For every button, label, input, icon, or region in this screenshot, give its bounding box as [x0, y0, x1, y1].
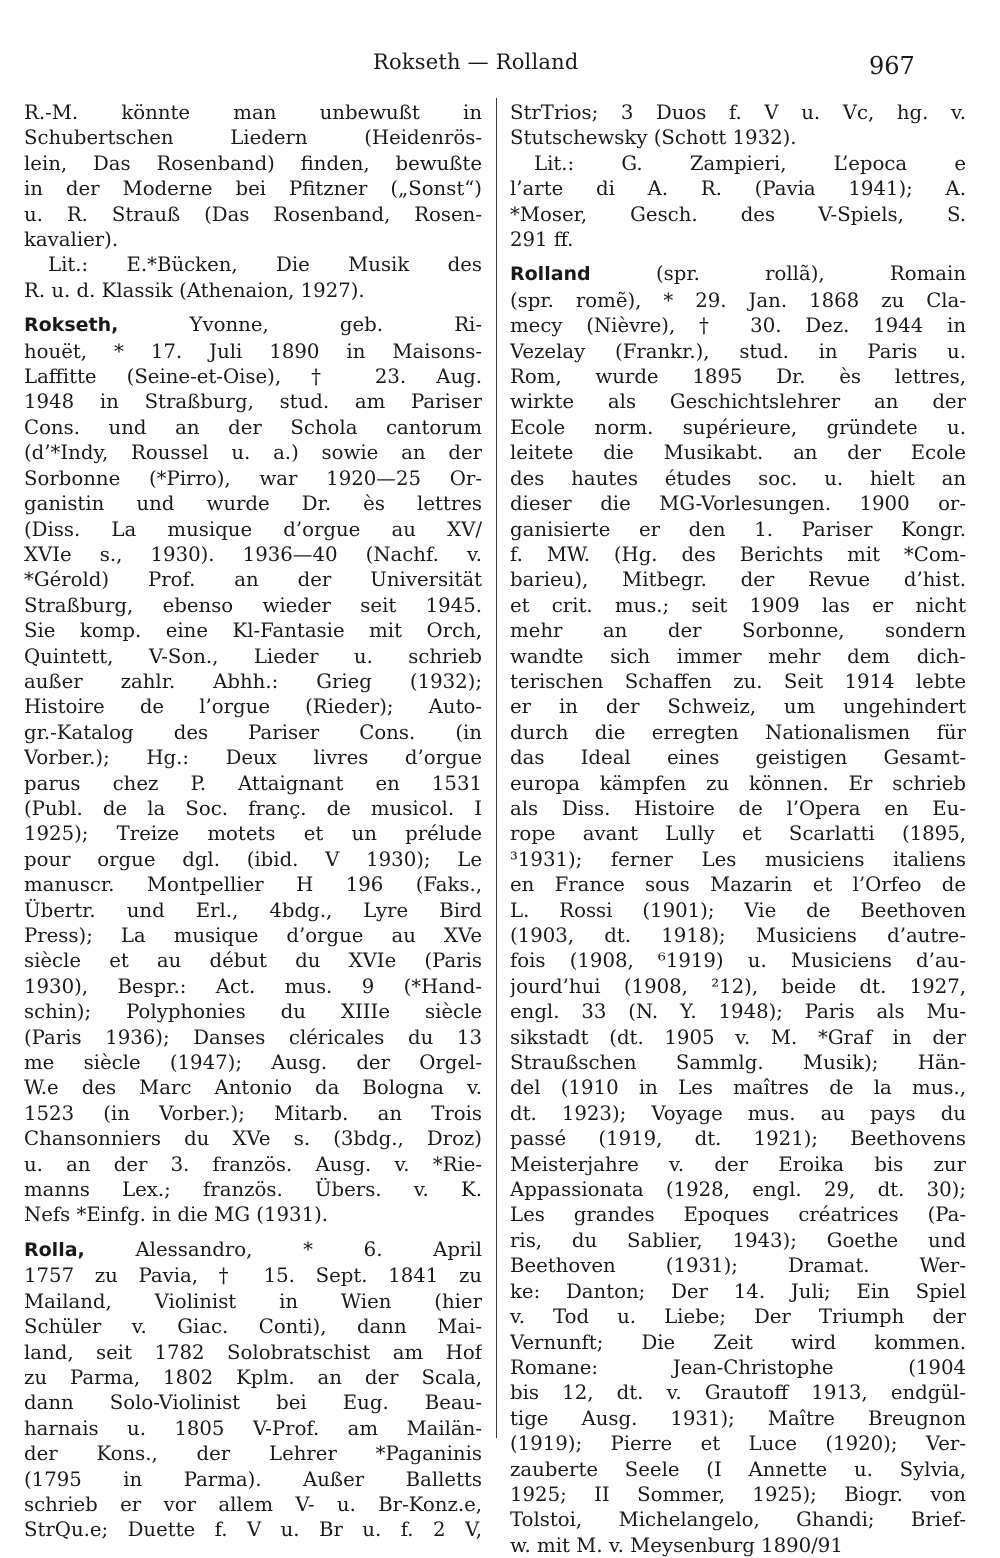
- entry-line: fois (1908, ⁶1919) u. Musiciens d’au-: [510, 949, 966, 973]
- entry-line: houët, * 17. Juli 1890 in Maisons-: [24, 339, 482, 363]
- entry-line: barieu), Mitbegr. der Revue d’hist.: [510, 568, 966, 592]
- entry-line: Rolland (spr. rollã), Romain: [510, 262, 966, 286]
- entry-line: mecy (Nièvre), † 30. Dez. 1944 in: [510, 314, 966, 338]
- entry-line: dt. 1923); Voyage mus. au pays du: [510, 1101, 966, 1125]
- entry-line: ³1931); ferner Les musiciens italiens: [510, 847, 966, 871]
- entry-line: L. Rossi (1901); Vie de Beethoven: [510, 898, 966, 922]
- text-line: u. R. Strauß (Das Rosenband, Rosen-: [24, 202, 482, 226]
- entry-line: engl. 33 (N. Y. 1948); Paris als Mu-: [510, 1000, 966, 1024]
- entry-line: W.e des Marc Antonio da Bologna v.: [24, 1076, 482, 1100]
- text-line: lein, Das Rosenband) finden, bewußte: [24, 151, 482, 175]
- text-line: kavalier).: [24, 228, 119, 252]
- entry-line: (Publ. de la Soc. franç. de musicol. I: [24, 796, 482, 820]
- entry-line: als Diss. Histoire de l’Opera en Eu-: [510, 796, 966, 820]
- entry-line: siècle et au début du XVIe (Paris: [24, 949, 482, 973]
- entry-line: 1925); Treize motets et un prélude: [24, 822, 482, 846]
- lit-line: Lit.: E.*Bücken, Die Musik des: [48, 253, 482, 277]
- right-column: [510, 100, 966, 1558]
- entry-line: Les grandes Epoques créatrices (Pa-: [510, 1203, 966, 1227]
- running-title: Rokseth — Rolland: [373, 50, 579, 74]
- entry-line: v. Tod u. Liebe; Der Triumph der: [510, 1305, 966, 1329]
- entry-line: f. MW. (Hg. des Berichts mit *Com-: [510, 542, 966, 566]
- entry-line: manuscr. Montpellier H 196 (Faks.,: [24, 873, 482, 897]
- entry-line: Cons. und an der Schola cantorum: [24, 415, 482, 439]
- entry-line: Romane: Jean-Christophe (1904: [510, 1355, 966, 1379]
- entry-line: (1795 in Parma). Außer Balletts: [24, 1467, 482, 1491]
- entry-rolla-continued: [510, 100, 966, 252]
- entry-line: durch die erregten Nationalismen für: [510, 720, 966, 744]
- entry-line: 1757 zu Pavia, † 15. Sept. 1841 zu: [24, 1264, 482, 1288]
- entry-line: rope avant Lully et Scarlatti (1895,: [510, 822, 966, 846]
- entry-line: land, seit 1782 Solobratschist am Hof: [24, 1340, 482, 1364]
- entry-continuation: [24, 100, 482, 303]
- entry-line: ke: Danton; Der 14. Juli; Ein Spiel: [510, 1279, 966, 1303]
- entry-line: des hautes études soc. u. hielt an: [510, 466, 966, 490]
- entry-line: (Paris 1936); Danses cléricales du 13: [24, 1025, 482, 1049]
- entry-line: dieser die MG-Vorlesungen. 1900 or-: [510, 492, 966, 516]
- entry-line: (spr. romẽ), * 29. Jan. 1868 zu Cla-: [510, 288, 966, 312]
- entry-line: Quintett, V-Son., Lieder u. schrieb: [24, 644, 482, 668]
- entry-line: Press); La musique d’orgue au XVe: [24, 924, 482, 947]
- entry-line: jourd’hui (1908, ²12), beide dt. 1927,: [510, 974, 966, 998]
- entry-line: wandte sich immer mehr dem dich-: [510, 644, 966, 668]
- entry-line: Sie komp. eine Kl-Fantasie mit Orch,: [24, 619, 482, 643]
- column-divider: [496, 98, 497, 1438]
- entry-line: *Gérold) Prof. an der Universität: [24, 568, 482, 592]
- entry-line: Meisterjahre v. der Eroika bis zur: [510, 1152, 966, 1176]
- entry-line: europa kämpfen zu können. Er schrieb: [510, 771, 966, 795]
- entry-line: bis 12, dt. v. Grautoff 1913, endgül-: [510, 1381, 966, 1405]
- entry-line: et crit. mus.; seit 1909 las er nicht: [510, 593, 966, 617]
- entry-line: (1919); Pierre et Luce (1920); Ver-: [510, 1432, 966, 1456]
- entry-line: er in der Schweiz, um ungehindert: [510, 695, 966, 719]
- entry-line: parus chez P. Attaignant en 1531: [24, 771, 482, 795]
- entry-line: harnais u. 1805 V-Prof. am Mailän-: [24, 1416, 482, 1440]
- entry-line: tige Ausg. 1931); Maître Breugnon: [510, 1406, 966, 1430]
- entry-line: XVIe s., 1930). 1936—40 (Nachf. v.: [24, 542, 482, 566]
- entry-line: gr.-Katalog des Pariser Cons. (in: [24, 720, 482, 744]
- entry-line: (Diss. La musique d’orgue au XV/: [24, 517, 482, 541]
- entry-line: Übertr. und Erl., 4bdg., Lyre Bird: [24, 898, 482, 922]
- entry-line: ris, du Sablier, 1943); Goethe und: [510, 1228, 966, 1252]
- entry-line: 1523 (in Vorber.); Mitarb. an Trois: [24, 1101, 482, 1125]
- entry-line: 1925; II Sommer, 1925); Biogr. von: [510, 1482, 966, 1506]
- entry-line: außer zahlr. Abhh.: Grieg (1932);: [24, 669, 482, 693]
- entry-line: zu Parma, 1802 Kplm. an der Scala,: [24, 1365, 482, 1389]
- entry-rolla: [24, 1237, 482, 1543]
- entry-rolland: [510, 261, 966, 1558]
- entry-line: Nefs *Einfg. in die MG (1931).: [24, 1203, 329, 1227]
- entry-line: sikstadt (dt. 1905 v. M. *Graf in der: [510, 1025, 966, 1049]
- left-column: [24, 100, 482, 1543]
- entry-line: u. an der 3. französ. Ausg. v. *Rie-: [24, 1152, 482, 1176]
- entry-line: Schüler v. Giac. Conti), dann Mai-: [24, 1315, 482, 1339]
- lit-line: R. u. d. Klassik (Athenaion, 1927).: [24, 278, 365, 302]
- headword: Rokseth,: [24, 314, 119, 337]
- entry-line: Mailand, Violinist in Wien (hier: [24, 1289, 482, 1313]
- entry-line: dann Solo-Violinist bei Eug. Beau-: [24, 1391, 482, 1415]
- entry-line: (1903, dt. 1918); Musiciens d’autre-: [510, 924, 966, 947]
- entry-line: passé (1919, dt. 1921); Beethovens: [510, 1127, 966, 1151]
- headword: Rolla,: [24, 1238, 85, 1261]
- lit-line: 291 ff.: [510, 228, 574, 252]
- entry-line: del (1910 in Les maîtres de la mus.,: [510, 1076, 966, 1100]
- entry-line: zauberte Seele (I Annette u. Sylvia,: [510, 1457, 966, 1481]
- entry-line: pour orgue dgl. (ibid. V 1930); Le: [24, 847, 482, 871]
- entry-line: Rolla, Alessandro, * 6. April: [24, 1237, 482, 1261]
- entry-line: manns Lex.; französ. Übers. v. K.: [24, 1178, 482, 1202]
- entry-line: w. mit M. v. Meysenburg 1890/91: [510, 1533, 843, 1557]
- text-line: in der Moderne bei Pfitzner („Sonst“): [24, 177, 482, 201]
- entry-line: StrTrios; 3 Duos f. V u. Vc, hg. v.: [510, 101, 966, 124]
- entry-line: Straußschen Sammlg. Musik); Hän-: [510, 1051, 966, 1075]
- entry-line: ganistin und wurde Dr. ès lettres: [24, 492, 482, 516]
- text-line: Schubertschen Liedern (Heidenrös-: [24, 126, 482, 150]
- entry-line: Vernunft; Die Zeit wird kommen.: [510, 1330, 966, 1354]
- entry-line: 1930), Bespr.: Act. mus. 9 (*Hand-: [24, 974, 482, 998]
- entry-line: Laffitte (Seine-et-Oise), † 23. Aug.: [24, 365, 482, 389]
- entry-line: schrieb er vor allem V- u. Br-Konz.e,: [24, 1492, 482, 1516]
- entry-line: Rokseth, Yvonne, geb. Ri-: [24, 313, 482, 337]
- text-line: R.-M. könnte man unbewußt in: [24, 101, 482, 124]
- page-number: 967: [869, 52, 915, 80]
- entry-rokseth: [24, 312, 482, 1228]
- lit-line: l’arte di A. R. (Pavia 1941); A.: [510, 177, 966, 201]
- headword: Rolland: [510, 263, 591, 286]
- entry-line: Vezelay (Frankr.), stud. in Paris u.: [510, 339, 966, 363]
- entry-line: der Kons., der Lehrer *Paganinis: [24, 1442, 482, 1466]
- entry-line: terischen Schaffen zu. Seit 1914 lebte: [510, 669, 966, 693]
- entry-line: Stutschewsky (Schott 1932).: [510, 126, 797, 150]
- lit-line: *Moser, Gesch. des V-Spiels, S.: [510, 202, 966, 226]
- lit-line: Lit.: G. Zampieri, L’epoca e: [534, 151, 966, 175]
- entry-line: (d’*Indy, Roussel u. a.) sowie an der: [24, 441, 482, 465]
- entry-line: 1948 in Straßburg, stud. am Pariser: [24, 390, 482, 414]
- entry-line: StrQu.e; Duette f. V u. Br u. f. 2 V,: [24, 1518, 482, 1542]
- entry-line: mehr an der Sorbonne, sondern: [510, 619, 966, 643]
- entry-line: das Ideal eines geistigen Gesamt-: [510, 746, 966, 770]
- entry-line: Ecole norm. supérieure, gründete u.: [510, 415, 966, 439]
- entry-line: wirkte als Geschichtslehrer an der: [510, 390, 966, 414]
- entry-line: Beethoven (1931); Dramat. Wer-: [510, 1254, 966, 1278]
- entry-line: Sorbonne (*Pirro), war 1920—25 Or-: [24, 466, 482, 490]
- entry-line: Straßburg, ebenso wieder seit 1945.: [24, 593, 482, 617]
- entry-line: Histoire de l’orgue (Rieder); Auto-: [24, 695, 482, 719]
- entry-line: Tolstoi, Michelangelo, Ghandi; Brief-: [510, 1508, 966, 1532]
- entry-line: Appassionata (1928, engl. 29, dt. 30);: [510, 1178, 966, 1202]
- entry-line: Vorber.); Hg.: Deux livres d’orgue: [24, 746, 482, 770]
- entry-line: me siècle (1947); Ausg. der Orgel-: [24, 1051, 482, 1075]
- entry-line: ganisierte er den 1. Pariser Kongr.: [510, 517, 966, 541]
- entry-line: leitete die Musikabt. an der Ecole: [510, 441, 966, 465]
- entry-line: en France sous Mazarin et l’Orfeo de: [510, 873, 966, 897]
- entry-line: schin); Polyphonies du XIIIe siècle: [24, 1000, 482, 1024]
- entry-line: Rom, wurde 1895 Dr. ès lettres,: [510, 365, 966, 389]
- entry-line: Chansonniers du XVe s. (3bdg., Droz): [24, 1127, 482, 1151]
